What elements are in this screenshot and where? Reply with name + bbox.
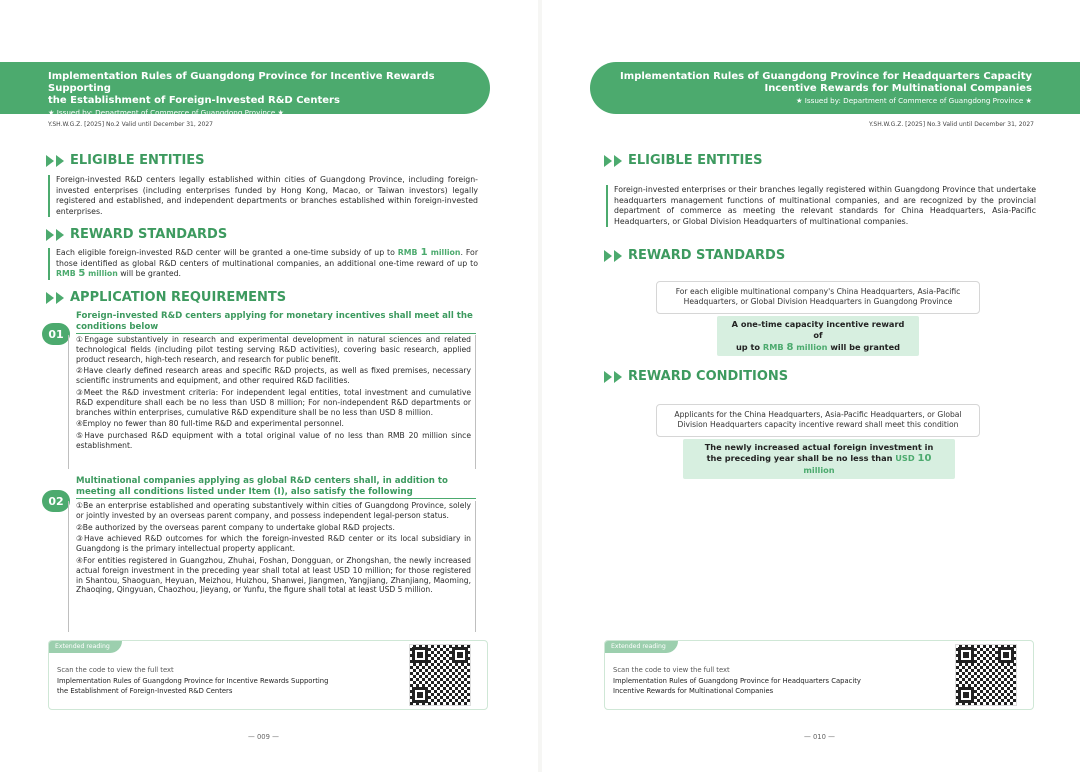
right-banner-title-line1: Implementation Rules of Guangdong Province for Headquarters Capacity bbox=[620, 71, 1032, 82]
extended-doc-title-line2: the Establishment of Foreign-Invested R&D Centers bbox=[57, 686, 233, 695]
amount-number: 10 bbox=[917, 453, 932, 465]
right-conditions-title: REWARD CONDITIONS bbox=[628, 369, 789, 384]
right-reward-title: REWARD STANDARDS bbox=[628, 248, 786, 263]
right-reward-heading bbox=[604, 248, 785, 264]
highlight-text-part: up to bbox=[735, 341, 763, 352]
scan-instruction: Scan the code to view the full text bbox=[613, 666, 730, 674]
list-item: ⑤Have purchased R&D equipment with a total original value of no less than RMB 20 million since establishment. bbox=[76, 431, 471, 450]
group-02-list bbox=[68, 501, 476, 632]
group-01-heading: Foreign-invested R&D centers applying for monetary incentives shall meet all the conditions below bbox=[76, 311, 476, 334]
qr-finder bbox=[958, 687, 974, 703]
list-item: ②Be authorized by the overseas parent company to undertake global R&D projects. bbox=[76, 522, 395, 532]
amount-suffix: million bbox=[803, 464, 835, 475]
reward-text-part: will be granted. bbox=[117, 269, 182, 279]
qr-finder bbox=[412, 687, 428, 703]
extended-doc-title-line1: Implementation Rules of Guangdong Province for Headquarters Capacity bbox=[613, 677, 861, 685]
reward-condition-highlight bbox=[683, 439, 955, 479]
right-banner-title-line2: Incentive Rewards for Multinational Companies bbox=[764, 83, 1032, 94]
double-arrow-icon bbox=[46, 155, 66, 167]
reward-amount-8m bbox=[763, 342, 828, 352]
left-extended-reading bbox=[48, 640, 488, 710]
left-reward-heading bbox=[46, 227, 227, 243]
left-eligible-heading bbox=[46, 153, 205, 169]
double-arrow-icon bbox=[604, 155, 624, 167]
left-eligible-text: Foreign-invested R&D centers legally established within cities of Guangdong Province, including foreign-invested enterprises (including enterprises funded by Hong Kong, Macao, or Taiwan investors) legally registered and established, and independent departments or branches established within foreign-invested enterprises. bbox=[48, 175, 478, 217]
highlight-line2 bbox=[693, 453, 945, 476]
page-009 bbox=[0, 0, 538, 772]
amount-prefix: RMB bbox=[762, 341, 787, 352]
left-application-heading bbox=[46, 290, 286, 306]
qr-code-icon[interactable] bbox=[409, 644, 471, 706]
list-item: ④For entities registered in Guangzhou, Zhuhai, Foshan, Dongguan, or Zhongshan, the newly increased actual foreign investment in the preceding year shall total at least USD 10 million; for those registered in Shantou, Shaoguan, Heyuan, Meizhou, Huizhou, Shanwei, Jiangmen, Yangjiang, Zhanjiang, Maoming, Zhaoqing, Qingyuan, Chaozhou, Jieyang, or Yunfu, the figure shall total at least USD 5 million. bbox=[76, 555, 471, 595]
double-arrow-icon bbox=[46, 292, 66, 304]
right-document-number: Y.SH.W.G.Z. [2025] No.3 Valid until December 31, 2027 bbox=[869, 121, 1034, 128]
left-document-number: Y.SH.W.G.Z. [2025] No.2 Valid until December 31, 2027 bbox=[48, 121, 213, 128]
list-item: ①Be an enterprise established and operating substantively within cities of Guangdong Province, solely or jointly invested by an overseas parent company, and possess independent legal-person status. bbox=[76, 501, 471, 520]
amount-number: 1 bbox=[420, 247, 428, 258]
group-01-list bbox=[68, 335, 476, 469]
scan-instruction: Scan the code to view the full text bbox=[57, 666, 174, 674]
reward-text-part: . For those identified as global R&D centers of multinational companies, an additional one-time reward of up to bbox=[56, 248, 479, 268]
list-item: ③Have achieved R&D outcomes for which the foreign-invested R&D center or its local subsidiary in Guangdong is the primary intellectual property applicant. bbox=[76, 534, 471, 554]
left-reward-title: REWARD STANDARDS bbox=[70, 227, 228, 242]
highlight-text-part: will be granted bbox=[827, 341, 901, 352]
list-item: ③Meet the R&D investment criteria: For independent legal entities, total investment and cumulative R&D expenditure shall each be no less than USD 8 million; For non-independent R&D departments or branches within enterprises, cumulative R&D expenditure shall be no less than USD 8 million. bbox=[76, 387, 471, 417]
qr-finder bbox=[998, 647, 1014, 663]
amount-suffix: million bbox=[427, 248, 461, 257]
right-header-banner bbox=[590, 62, 1080, 114]
extended-doc-title-line1: Implementation Rules of Guangdong Province for Incentive Rewards Supporting bbox=[57, 677, 329, 685]
list-item: ②Have clearly defined research areas and specific R&D projects, as well as fixed premises, necessary scientific instruments and equipment, and other required R&D facilities. bbox=[76, 366, 471, 386]
amount-suffix: million bbox=[793, 341, 828, 352]
right-extended-reading bbox=[604, 640, 1034, 710]
reward-standard-highlight bbox=[717, 316, 919, 356]
reward-standard-box: For each eligible multinational company's China Headquarters, Asia-Pacific Headquarters, or Global Division Headquarters in Guangdong Province bbox=[656, 281, 980, 314]
right-eligible-text: Foreign-invested enterprises or their branches legally registered within Guangdong Province that undertake headquarters management functions of multinational companies, and are recognized by the provincial department of commerce as meeting the relevant standards for China Headquarters, Asia-Pacific Headquarters, or Global Division Headquarters of multinational companies. bbox=[606, 185, 1036, 227]
reward-amount-1m bbox=[398, 248, 461, 257]
reward-text-part: Each eligible foreign-invested R&D center will be granted a one-time subsidy of up to bbox=[56, 248, 398, 257]
double-arrow-icon bbox=[46, 229, 66, 241]
list-item: ④Employ no fewer than 80 full-time R&D and experimental personnel. bbox=[76, 419, 344, 429]
double-arrow-icon bbox=[604, 250, 624, 262]
extended-doc-title bbox=[613, 677, 913, 696]
extended-reading-tag: Extended reading bbox=[605, 641, 678, 653]
right-page-number: — 010 — bbox=[804, 733, 835, 741]
left-banner-title-line1: Implementation Rules of Guangdong Province for Incentive Rewards Supporting bbox=[48, 71, 435, 94]
reward-condition-box: Applicants for the China Headquarters, Asia-Pacific Headquarters, or Global Division Headquarters capacity incentive reward shall meet this condition bbox=[656, 404, 980, 437]
highlight-line1: The newly increased actual foreign investment in bbox=[704, 442, 934, 452]
left-application-title: APPLICATION REQUIREMENTS bbox=[70, 290, 287, 305]
left-eligible-title: ELIGIBLE ENTITIES bbox=[70, 153, 205, 168]
amount-suffix: million bbox=[85, 269, 118, 279]
qr-finder bbox=[452, 647, 468, 663]
group-02-heading: Multinational companies applying as global R&D centers shall, in addition to meeting all conditions listed under Item (I), also satisfy the following bbox=[76, 476, 476, 499]
left-banner-issued: ★ Issued by: Department of Commerce of Guangdong Province ★ bbox=[48, 108, 284, 117]
double-arrow-icon bbox=[604, 371, 624, 383]
highlight-line2 bbox=[727, 342, 909, 353]
extended-doc-title-line2: Incentive Rewards for Multinational Companies bbox=[613, 686, 774, 695]
left-page-number: — 009 — bbox=[248, 733, 279, 741]
page-010 bbox=[542, 0, 1080, 772]
amount-prefix: USD bbox=[895, 453, 918, 464]
reward-amount-5m bbox=[56, 269, 118, 278]
highlight-line1: A one-time capacity incentive reward of bbox=[731, 319, 905, 341]
left-reward-text bbox=[48, 248, 478, 280]
right-eligible-title: ELIGIBLE ENTITIES bbox=[628, 153, 763, 168]
amount-number: 8 bbox=[786, 341, 794, 353]
qr-finder bbox=[958, 647, 974, 663]
amount-prefix: RMB bbox=[397, 248, 421, 257]
right-banner-issued: ★ Issued by: Department of Commerce of Guangdong Province ★ bbox=[796, 96, 1032, 105]
extended-reading-tag: Extended reading bbox=[49, 641, 122, 653]
qr-finder bbox=[412, 647, 428, 663]
left-banner-title-line2: the Establishment of Foreign-Invested R&D Centers bbox=[48, 95, 340, 106]
highlight-text-part: the preceding year shall be no less than bbox=[706, 453, 896, 464]
amount-prefix: RMB bbox=[56, 269, 79, 279]
group-02-badge: 02 bbox=[42, 490, 70, 512]
right-conditions-heading bbox=[604, 369, 788, 385]
right-eligible-heading bbox=[604, 153, 763, 169]
list-item: ①Engage substantively in research and experimental development in natural sciences and related technological fields (including pilot testing serving R&D activities), covering basic research, applied product research, high-tech research, and research for public benefit. bbox=[76, 335, 471, 364]
group-01-badge: 01 bbox=[42, 323, 70, 345]
left-header-banner bbox=[0, 62, 490, 117]
extended-doc-title bbox=[57, 677, 357, 696]
qr-code-icon[interactable] bbox=[955, 644, 1017, 706]
amount-number: 5 bbox=[78, 268, 86, 280]
